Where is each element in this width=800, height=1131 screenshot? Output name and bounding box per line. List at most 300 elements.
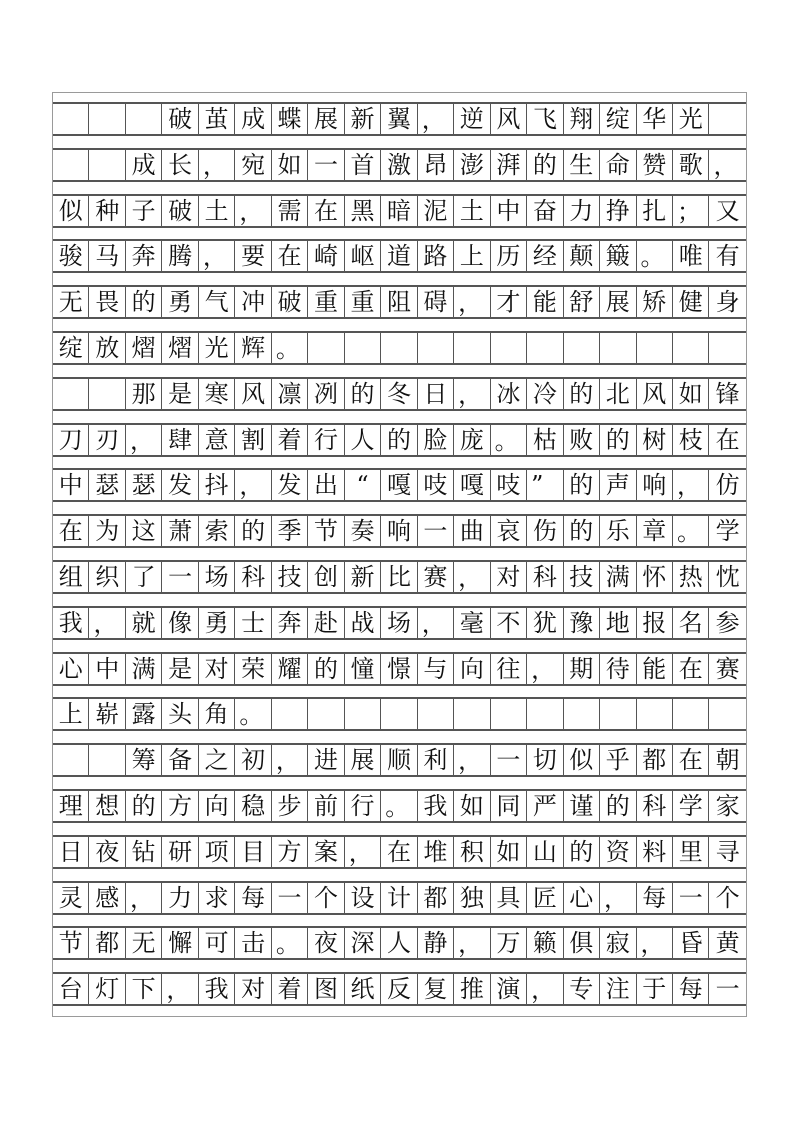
grid-cell: ， xyxy=(454,928,490,958)
grid-cell: 名 xyxy=(673,608,709,638)
grid-cell: 骏 xyxy=(53,241,89,271)
grid-cell: 重 xyxy=(345,287,381,317)
grid-cell: 顺 xyxy=(381,745,417,775)
empty-grid-cell xyxy=(53,379,89,409)
grid-cell: 那 xyxy=(126,379,162,409)
grid-cell: 地 xyxy=(600,608,636,638)
grid-cell: 参 xyxy=(715,608,740,637)
grid-cell: 一 xyxy=(308,150,344,180)
grid-cell: 场 xyxy=(381,608,417,638)
grid-cell: 中 xyxy=(491,196,527,226)
grid-cell: 。 xyxy=(637,241,673,271)
grid-cell: 角 xyxy=(199,699,235,729)
grid-cell: 经 xyxy=(527,241,563,271)
grid-cell: 崭 xyxy=(89,699,125,729)
empty-grid-cell xyxy=(308,333,344,363)
grid-cell: 发 xyxy=(162,470,198,500)
grid-cell: 个 xyxy=(308,883,344,913)
grid-cell: 黑 xyxy=(345,196,381,226)
empty-grid-cell xyxy=(709,104,745,134)
grid-cell: 感 xyxy=(89,883,125,913)
grid-cell: ， xyxy=(199,150,235,180)
grid-cell: ， xyxy=(527,974,563,1004)
grid-cell: 在 xyxy=(673,745,709,775)
grid-cell: 是 xyxy=(162,379,198,409)
grid-cell: 蝶 xyxy=(272,104,308,134)
empty-grid-cell xyxy=(89,745,125,775)
grid-cell: 朝 xyxy=(715,746,740,775)
empty-grid-cell xyxy=(272,699,308,729)
empty-grid-cell xyxy=(381,333,417,363)
grid-cell: 每 xyxy=(637,883,673,913)
text-row xyxy=(53,331,746,365)
grid-cell: 头 xyxy=(162,699,198,729)
grid-cell: 乎 xyxy=(600,745,636,775)
grid-cell: 。 xyxy=(381,791,417,821)
grid-cell: 理 xyxy=(53,791,89,821)
grid-cell: ， xyxy=(199,241,235,271)
grid-cell: 簸 xyxy=(600,241,636,271)
grid-cell: 山 xyxy=(527,837,563,867)
grid-cell: 严 xyxy=(527,791,563,821)
grid-cell: 瑟 xyxy=(126,470,162,500)
grid-cell: 庞 xyxy=(454,425,490,455)
grid-cell: 一 xyxy=(272,883,308,913)
grid-cell: 熠 xyxy=(162,333,198,363)
grid-cell: 目 xyxy=(235,837,271,867)
empty-grid-cell xyxy=(491,699,527,729)
grid-cell: 个 xyxy=(715,883,740,912)
grid-cell: 向 xyxy=(199,791,235,821)
grid-cell: 奔 xyxy=(126,241,162,271)
text-row xyxy=(53,606,746,640)
grid-cell: 谨 xyxy=(564,791,600,821)
grid-cell: 心 xyxy=(564,883,600,913)
grid-cell: 歌 xyxy=(673,150,709,180)
grid-cell: 心 xyxy=(53,654,89,684)
empty-grid-cell xyxy=(600,699,636,729)
grid-cell: 吱 xyxy=(418,470,454,500)
grid-cell: ， xyxy=(454,562,490,592)
empty-grid-cell xyxy=(709,699,745,729)
grid-cell: 人 xyxy=(381,928,417,958)
grid-cell: 技 xyxy=(564,562,600,592)
grid-cell: 中 xyxy=(53,470,89,500)
grid-cell: 初 xyxy=(235,745,271,775)
grid-cell: 发 xyxy=(272,470,308,500)
grid-cell: 项 xyxy=(199,837,235,867)
grid-cell: 的 xyxy=(308,654,344,684)
empty-grid-cell xyxy=(89,150,125,180)
grid-cell: 憬 xyxy=(381,654,417,684)
grid-cell: ， xyxy=(454,745,490,775)
grid-cell: 的 xyxy=(527,150,563,180)
grid-cell: 才 xyxy=(491,287,527,317)
grid-cell: 黄 xyxy=(715,929,740,958)
grid-cell: 深 xyxy=(345,928,381,958)
grid-cell: ， xyxy=(418,608,454,638)
grid-cell: 荣 xyxy=(235,654,271,684)
grid-cell: 的 xyxy=(600,425,636,455)
grid-cell: 马 xyxy=(89,241,125,271)
grid-cell: 华 xyxy=(637,104,673,134)
grid-cell: ， xyxy=(272,745,308,775)
grid-cell: 在 xyxy=(53,516,89,546)
grid-cell: 枝 xyxy=(673,425,709,455)
grid-cell: 如 xyxy=(272,150,308,180)
text-row xyxy=(53,881,746,915)
essay-grid-paper xyxy=(52,92,747,1017)
grid-cell: 对 xyxy=(491,562,527,592)
grid-cell: 颠 xyxy=(564,241,600,271)
grid-cell: 具 xyxy=(491,883,527,913)
grid-cell: 我 xyxy=(53,608,89,638)
empty-grid-cell xyxy=(600,333,636,363)
grid-cell: 寻 xyxy=(715,837,740,866)
grid-cell: 土 xyxy=(199,196,235,226)
grid-cell: 的 xyxy=(381,425,417,455)
grid-cell: 气 xyxy=(199,287,235,317)
grid-cell: 乐 xyxy=(600,516,636,546)
grid-cell: 我 xyxy=(418,791,454,821)
grid-cell: 对 xyxy=(199,654,235,684)
text-row xyxy=(53,423,746,457)
empty-grid-cell xyxy=(709,333,745,363)
grid-cell: 可 xyxy=(199,928,235,958)
text-row xyxy=(53,560,746,594)
grid-cell: ， xyxy=(527,654,563,684)
text-row xyxy=(53,468,746,502)
grid-cell: 湃 xyxy=(491,150,527,180)
empty-grid-cell xyxy=(345,333,381,363)
grid-cell: 刃 xyxy=(89,425,125,455)
grid-cell: 奔 xyxy=(272,608,308,638)
grid-cell: 光 xyxy=(673,104,709,134)
grid-cell: 前 xyxy=(308,791,344,821)
grid-cell: 台 xyxy=(53,974,89,1004)
grid-cell: 计 xyxy=(381,883,417,913)
grid-cell: 无 xyxy=(126,928,162,958)
grid-cell: 矫 xyxy=(637,287,673,317)
grid-cell: 暗 xyxy=(381,196,417,226)
grid-cell: 萧 xyxy=(162,516,198,546)
grid-cell: 澎 xyxy=(454,150,490,180)
grid-cell: 在 xyxy=(381,837,417,867)
grid-cell: 在 xyxy=(715,425,740,454)
grid-cell: 北 xyxy=(600,379,636,409)
grid-cell: 中 xyxy=(89,654,125,684)
empty-grid-cell xyxy=(381,699,417,729)
grid-cell: 注 xyxy=(600,974,636,1004)
grid-cell: ， xyxy=(454,379,490,409)
grid-cell: 仿 xyxy=(715,471,740,500)
grid-cell: 无 xyxy=(53,287,89,317)
grid-cell: 我 xyxy=(199,974,235,1004)
grid-cell: 上 xyxy=(53,699,89,729)
grid-cell: 推 xyxy=(454,974,490,1004)
grid-cell: 为 xyxy=(89,516,125,546)
grid-cell: ， xyxy=(418,104,454,134)
grid-cell: 专 xyxy=(564,974,600,1004)
text-row xyxy=(53,514,746,548)
grid-cell: 士 xyxy=(235,608,271,638)
grid-cell: 热 xyxy=(673,562,709,592)
grid-cell: 像 xyxy=(162,608,198,638)
grid-cell: 锋 xyxy=(715,379,740,408)
grid-cell: 破 xyxy=(162,104,198,134)
grid-cell: 展 xyxy=(308,104,344,134)
empty-grid-cell xyxy=(89,379,125,409)
grid-cell: 人 xyxy=(345,425,381,455)
grid-cell: 新 xyxy=(345,104,381,134)
grid-cell: 的 xyxy=(345,379,381,409)
grid-cell: 备 xyxy=(162,745,198,775)
grid-cell: 树 xyxy=(637,425,673,455)
grid-cell: 腾 xyxy=(162,241,198,271)
grid-cell: 方 xyxy=(272,837,308,867)
grid-cell: 灯 xyxy=(89,974,125,1004)
grid-cell: 方 xyxy=(162,791,198,821)
grid-cell: 夜 xyxy=(308,928,344,958)
grid-cell: 奏 xyxy=(345,516,381,546)
grid-cell: 奋 xyxy=(527,196,563,226)
grid-cell: 意 xyxy=(199,425,235,455)
grid-cell: 想 xyxy=(89,791,125,821)
grid-cell: 寂 xyxy=(600,928,636,958)
grid-cell: 碍 xyxy=(418,287,454,317)
grid-cell: 静 xyxy=(418,928,454,958)
grid-cell: 。 xyxy=(673,516,709,546)
grid-cell: 凛 xyxy=(272,379,308,409)
grid-cell: 是 xyxy=(162,654,198,684)
grid-cell: 学 xyxy=(673,791,709,821)
grid-cell: 新 xyxy=(345,562,381,592)
grid-cell: 绽 xyxy=(53,333,89,363)
empty-grid-cell xyxy=(345,699,381,729)
grid-cell: 的 xyxy=(564,837,600,867)
grid-cell: 一 xyxy=(162,562,198,592)
grid-cell: ， xyxy=(673,470,709,500)
grid-cell: 纸 xyxy=(345,974,381,1004)
grid-cell: 绽 xyxy=(600,104,636,134)
grid-cell: 家 xyxy=(715,792,740,820)
text-row xyxy=(53,972,746,1006)
empty-grid-cell xyxy=(491,333,527,363)
grid-cell: 章 xyxy=(637,516,673,546)
grid-cell: 的 xyxy=(235,516,271,546)
grid-cell: 崎 xyxy=(308,241,344,271)
grid-cell: 瑟 xyxy=(89,470,125,500)
grid-cell: 都 xyxy=(89,928,125,958)
grid-cell: 寒 xyxy=(199,379,235,409)
grid-cell: 耀 xyxy=(272,654,308,684)
grid-cell: 舒 xyxy=(564,287,600,317)
grid-cell: 科 xyxy=(637,791,673,821)
grid-cell: 哀 xyxy=(491,516,527,546)
text-row xyxy=(53,743,746,777)
grid-cell: 。 xyxy=(272,333,308,363)
grid-cell: 长 xyxy=(162,150,198,180)
grid-cell: 满 xyxy=(600,562,636,592)
grid-cell: 资 xyxy=(600,837,636,867)
grid-cell: 怀 xyxy=(637,562,673,592)
grid-cell: 节 xyxy=(308,516,344,546)
grid-cell: 力 xyxy=(564,196,600,226)
empty-grid-cell xyxy=(527,699,563,729)
grid-cell: 复 xyxy=(418,974,454,1004)
grid-cell: 似 xyxy=(564,745,600,775)
grid-cell: 健 xyxy=(673,287,709,317)
grid-cell: 破 xyxy=(272,287,308,317)
grid-cell: 进 xyxy=(308,745,344,775)
empty-grid-cell xyxy=(418,699,454,729)
grid-cell: 。 xyxy=(491,425,527,455)
grid-cell: 击 xyxy=(235,928,271,958)
grid-cell: 满 xyxy=(126,654,162,684)
grid-cell: 稳 xyxy=(235,791,271,821)
grid-cell: 嘎 xyxy=(381,470,417,500)
grid-cell: 都 xyxy=(637,745,673,775)
grid-cell: 首 xyxy=(345,150,381,180)
grid-cell: 冽 xyxy=(308,379,344,409)
grid-cell: 又 xyxy=(715,196,740,225)
text-row xyxy=(53,194,746,228)
grid-cell: 逆 xyxy=(454,104,490,134)
grid-cell: 每 xyxy=(673,974,709,1004)
grid-cell: ， xyxy=(126,425,162,455)
grid-cell: 夜 xyxy=(89,837,125,867)
grid-cell: 组 xyxy=(53,562,89,592)
grid-cell: 行 xyxy=(308,425,344,455)
grid-cell: 利 xyxy=(418,745,454,775)
grid-cell: 期 xyxy=(564,654,600,684)
grid-cell: 忱 xyxy=(715,563,740,591)
grid-cell: “ xyxy=(345,470,381,500)
grid-cell: 在 xyxy=(308,196,344,226)
grid-cell: 求 xyxy=(199,883,235,913)
grid-cell: 有 xyxy=(715,242,740,271)
grid-cell: ， xyxy=(126,883,162,913)
grid-cell: 节 xyxy=(53,928,89,958)
grid-cell: ， xyxy=(89,608,125,638)
grid-cell: 的 xyxy=(564,470,600,500)
empty-grid-cell xyxy=(53,745,89,775)
grid-cell: 昏 xyxy=(673,928,709,958)
grid-cell: ， xyxy=(235,470,271,500)
grid-cell: 露 xyxy=(126,699,162,729)
empty-grid-cell xyxy=(673,333,709,363)
grid-cell: 成 xyxy=(235,104,271,134)
grid-cell: 冰 xyxy=(491,379,527,409)
grid-cell: 要 xyxy=(235,241,271,271)
grid-cell: 积 xyxy=(454,837,490,867)
grid-cell: 科 xyxy=(527,562,563,592)
grid-cell: 一 xyxy=(491,745,527,775)
empty-grid-cell xyxy=(454,699,490,729)
grid-cell: 步 xyxy=(272,791,308,821)
grid-cell: 历 xyxy=(491,241,527,271)
grid-cell: 赛 xyxy=(418,562,454,592)
grid-cell: 出 xyxy=(308,470,344,500)
grid-cell: 路 xyxy=(418,241,454,271)
grid-cell: 败 xyxy=(564,425,600,455)
grid-cell: 。 xyxy=(235,699,271,729)
grid-cell: 堆 xyxy=(418,837,454,867)
grid-cell: 不 xyxy=(491,608,527,638)
empty-grid-cell xyxy=(308,699,344,729)
grid-cell: 枯 xyxy=(527,425,563,455)
grid-cell: 于 xyxy=(637,974,673,1004)
grid-cell: 冲 xyxy=(235,287,271,317)
grid-cell: 就 xyxy=(126,608,162,638)
grid-cell: 熠 xyxy=(126,333,162,363)
grid-cell: 展 xyxy=(345,745,381,775)
grid-cell: ； xyxy=(673,196,709,226)
grid-cell: 茧 xyxy=(199,104,235,134)
grid-cell: 在 xyxy=(272,241,308,271)
grid-cell: 道 xyxy=(381,241,417,271)
grid-cell: 身 xyxy=(715,288,740,317)
grid-cell: 翔 xyxy=(564,104,600,134)
grid-cell: 了 xyxy=(126,562,162,592)
grid-cell: 上 xyxy=(454,241,490,271)
grid-cell: 每 xyxy=(235,883,271,913)
grid-cell: 割 xyxy=(235,425,271,455)
grid-cell: 设 xyxy=(345,883,381,913)
grid-cell: 能 xyxy=(637,654,673,684)
grid-cell: 。 xyxy=(272,928,308,958)
grid-cell: 豫 xyxy=(564,608,600,638)
grid-cell: 与 xyxy=(418,654,454,684)
grid-cell: ， xyxy=(162,974,198,1004)
grid-cell: 需 xyxy=(272,196,308,226)
title-row xyxy=(53,102,746,136)
grid-cell: 案 xyxy=(308,837,344,867)
grid-cell: 放 xyxy=(89,333,125,363)
grid-cell: 下 xyxy=(126,974,162,1004)
grid-cell: 如 xyxy=(454,791,490,821)
grid-cell: 着 xyxy=(272,974,308,1004)
grid-cell: 战 xyxy=(345,608,381,638)
grid-cell: 伤 xyxy=(527,516,563,546)
grid-cell: 泥 xyxy=(418,196,454,226)
grid-cell: 土 xyxy=(454,196,490,226)
empty-grid-cell xyxy=(637,699,673,729)
grid-cell: ， xyxy=(637,928,673,958)
grid-cell: 刀 xyxy=(53,425,89,455)
text-row xyxy=(53,789,746,823)
grid-cell: 的 xyxy=(564,516,600,546)
grid-cell: 日 xyxy=(53,837,89,867)
grid-cell: 风 xyxy=(235,379,271,409)
empty-grid-cell xyxy=(126,104,162,134)
grid-cell: 独 xyxy=(454,883,490,913)
grid-cell: 俱 xyxy=(564,928,600,958)
grid-cell: 勇 xyxy=(162,287,198,317)
grid-cell: 犹 xyxy=(527,608,563,638)
grid-cell: 成 xyxy=(126,150,162,180)
grid-cell: 展 xyxy=(600,287,636,317)
grid-cell: 脸 xyxy=(418,425,454,455)
grid-cell: 日 xyxy=(418,379,454,409)
grid-cell: 赞 xyxy=(637,150,673,180)
grid-cell: 的 xyxy=(126,791,162,821)
empty-grid-cell xyxy=(53,150,89,180)
grid-cell: 籁 xyxy=(527,928,563,958)
text-row xyxy=(53,239,746,273)
text-row xyxy=(53,285,746,319)
grid-cell: 向 xyxy=(454,654,490,684)
